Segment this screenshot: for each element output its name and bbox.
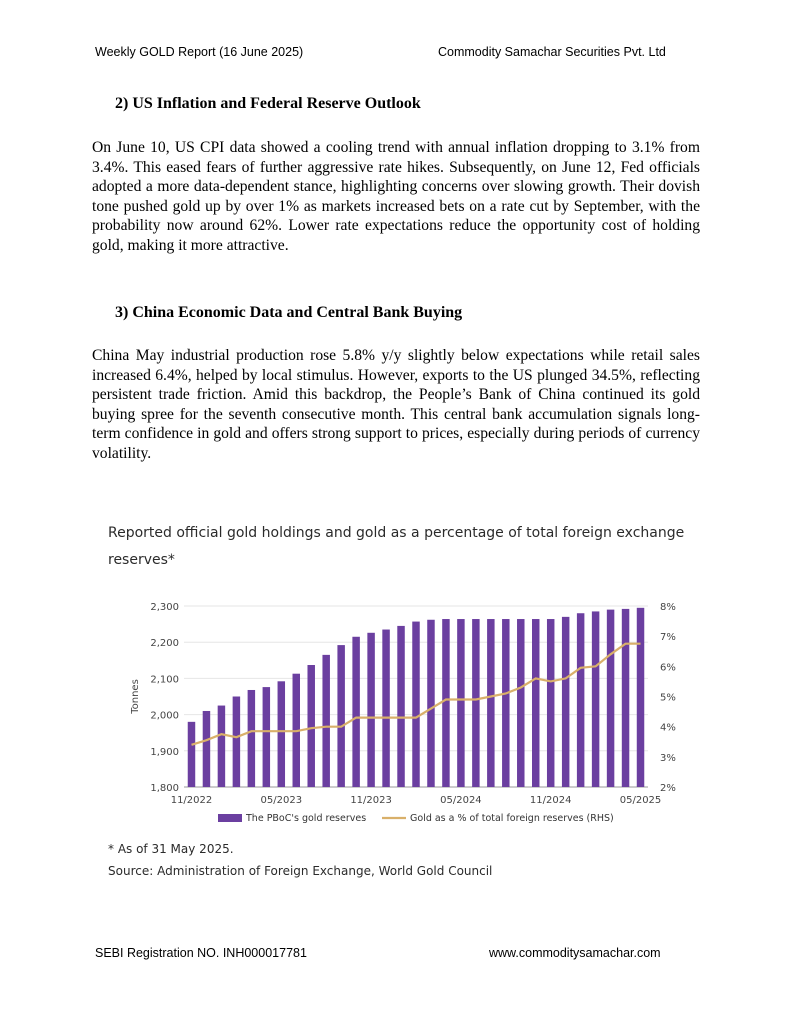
bar: [278, 681, 285, 787]
header-company-name: Commodity Samachar Securities Pvt. Ltd: [438, 45, 666, 59]
bar: [592, 611, 599, 787]
y-tick-label: 1,800: [150, 783, 179, 794]
x-tick-label: 05/2023: [260, 795, 303, 806]
y-tick-label: 2,100: [150, 674, 179, 686]
bar: [307, 665, 314, 787]
bar: [367, 633, 374, 787]
bar: [427, 620, 434, 787]
bar: [487, 619, 494, 787]
bar: [547, 619, 554, 787]
x-tick-label: 11/2024: [529, 795, 572, 806]
legend-label-line: Gold as a % of total foreign reserves (RHS): [410, 813, 614, 824]
bar: [188, 722, 195, 787]
legend-label-bars: The PBoC's gold reserves: [246, 813, 367, 824]
bar: [248, 690, 255, 787]
bar: [337, 645, 344, 787]
y2-tick-label: 5%: [660, 692, 676, 704]
bar: [263, 687, 270, 787]
x-tick-label: 05/2024: [440, 795, 482, 806]
x-tick-label: 05/2025: [619, 795, 662, 806]
bar: [607, 610, 614, 787]
bar: [233, 697, 240, 788]
y-tick-label: 2,000: [150, 710, 179, 722]
y-tick-label: 2,200: [150, 638, 179, 650]
y2-tick-label: 2%: [660, 783, 676, 794]
y-axis-label: Tonnes: [130, 679, 141, 714]
y2-tick-label: 6%: [660, 662, 676, 674]
bar: [637, 608, 644, 787]
bar: [457, 619, 464, 787]
bar: [577, 613, 584, 787]
bar: [218, 706, 225, 787]
y2-tick-label: 4%: [660, 722, 676, 734]
y-tick-label: 1,900: [150, 746, 179, 758]
x-tick-label: 11/2023: [350, 795, 392, 806]
bar: [562, 617, 569, 787]
section-title-us-inflation: 2) US Inflation and Federal Reserve Outlook: [115, 95, 421, 112]
legend-swatch-bars: [218, 814, 242, 822]
bar: [502, 619, 509, 787]
section-body-china-data: China May industrial production rose 5.8% y/y slightly below expectations while retail sales increased 6.4%, helped by local stimulus. However, exports to the US plunged 34.5%, reflecting persistent trade friction. Amid this backdrop, the People’s Bank of China continued its gold buying spree for the seventh consecutive month. This central bank accumulation signals long-term confidence in gold and offers strong support to prices, especially during periods of currency volatility.: [92, 347, 700, 462]
footer-sebi-registration: SEBI Registration NO. INH000017781: [95, 946, 307, 960]
section-body-us-inflation: On June 10, US CPI data showed a cooling trend with annual inflation dropping to 3.1% from 3.4%. This eased fears of further aggressive rate hikes. Subsequently, on June 12, Fed officials adopted a more data-dependent stance, highlighting concerns over slowing growth. Their dovish tone pushed gold up by over 1% as markets increased bets on a rate cut by September, with the probability now around 62%. Lower rate expectations reduce the opportunity cost of holding gold, making it more attractive.: [92, 139, 700, 254]
header-report-title: Weekly GOLD Report (16 June 2025): [95, 45, 304, 59]
y-tick-label: 2,300: [150, 602, 179, 613]
y2-tick-label: 8%: [660, 602, 676, 613]
bar: [622, 609, 629, 787]
bar: [517, 619, 524, 787]
bar: [322, 655, 329, 787]
bar: [472, 619, 479, 787]
y2-tick-label: 3%: [660, 752, 676, 764]
bar: [532, 619, 539, 787]
bar: [412, 622, 419, 787]
bar: [382, 630, 389, 787]
bar: [203, 711, 210, 787]
y2-tick-label: 7%: [660, 632, 676, 644]
chart-title: Reported official gold holdings and gold as a percentage of total foreign exchange reserves*: [108, 525, 685, 568]
chart-source: Source: Administration of Foreign Exchange, World Gold Council: [108, 864, 493, 878]
footer-website[interactable]: www.commoditysamachar.com: [489, 946, 661, 960]
section-title-china-data: 3) China Economic Data and Central Bank Buying: [115, 304, 463, 321]
bar: [352, 637, 359, 787]
x-tick-label: 11/2022: [170, 795, 213, 806]
bar: [442, 619, 449, 787]
bar: [397, 626, 404, 787]
chart-footnote: * As of 31 May 2025.: [108, 842, 234, 856]
